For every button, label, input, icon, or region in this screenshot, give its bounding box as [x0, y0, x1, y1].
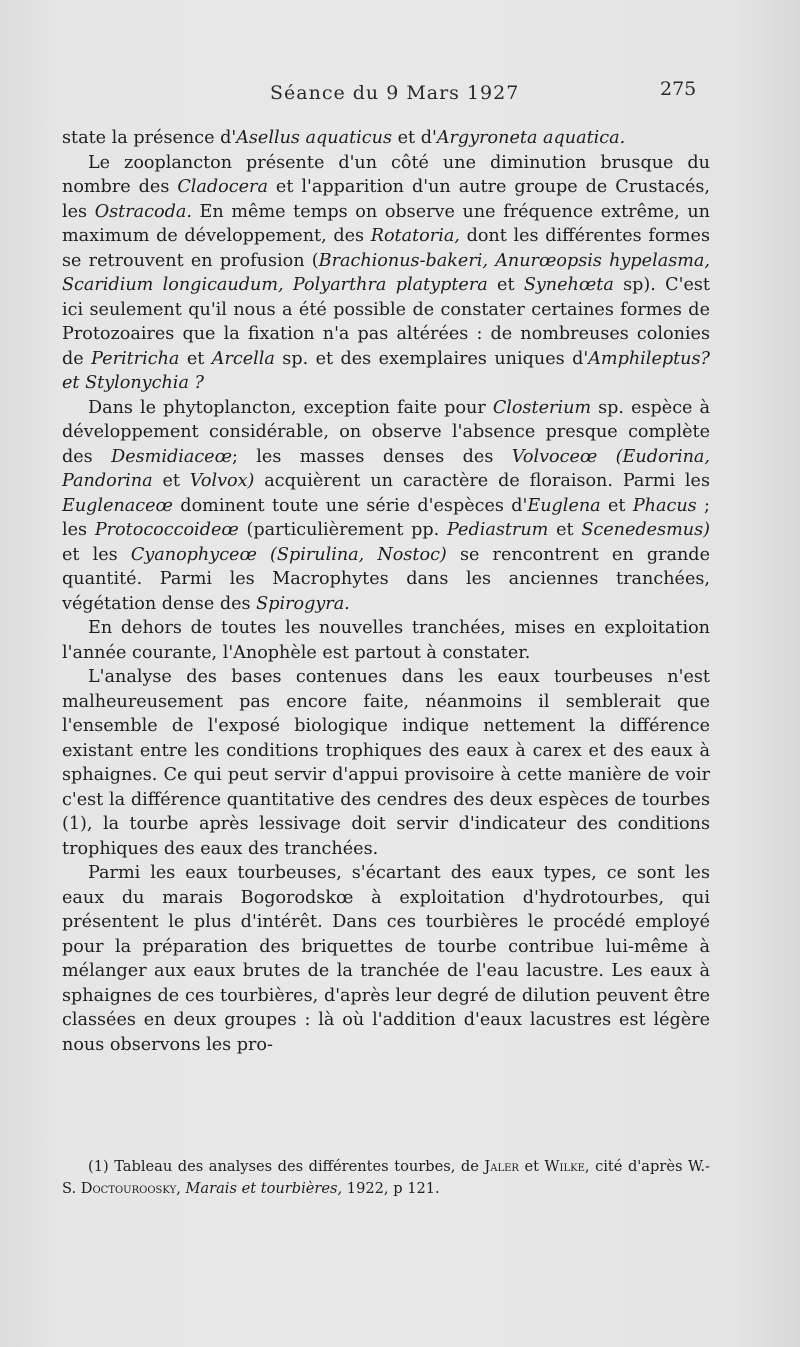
italic-text: Protococcoideœ — [94, 520, 239, 540]
italic-text: Volvox) — [189, 471, 255, 491]
italic-text: Closterium — [492, 397, 592, 418]
text-run: acquièrent un caractère de floraison. Parmi les — [254, 471, 711, 491]
body-text — [62, 126, 710, 1057]
footnote — [62, 1156, 710, 1200]
paragraph — [62, 126, 710, 151]
text-run: et — [179, 348, 212, 369]
italic-text: Scenedesmus) — [581, 520, 710, 540]
italic-text: Argyroneta aquatica. — [436, 128, 626, 148]
italic-text: Brachionus-bakeri, Anurœopsis hypelasma, Scaridium longicaudum, Polyarthra platyptera — [62, 250, 710, 295]
paragraph — [62, 665, 710, 861]
text-run: state la présence d' — [62, 128, 237, 148]
running-title: Séance du 9 Mars 1927 — [270, 82, 520, 104]
italic-text: Rotatoria, — [370, 226, 460, 246]
text-run: et d' — [392, 128, 437, 148]
text-run: sp). C'est ici seulement qu'il nous a été possible de constater certaines formes de Protozoaires que la fixation n'a pas altérées : de nombreuses colonies de — [62, 275, 710, 369]
text-run: sp. et des exemplaires uniques d' — [274, 348, 589, 369]
text-run: et — [152, 471, 190, 491]
text-run: (particulièrement pp. — [238, 520, 447, 540]
italic-text: Synehœta — [523, 275, 614, 295]
text-run: et — [600, 495, 633, 516]
running-head — [0, 78, 800, 108]
text-run: Parmi les eaux tourbeuses, s'écartant des eaux types, ce sont les eaux du marais Bogorodskœ à exploitation d'hydrotourbes, qui présentent le plus d'intérêt. Dans ces tourbières le procédé employé pour la préparation des briquettes de tourbe contribue lui-même à mélanger aux eaux brutes de la tranchée de l'eau lacustre. Les eaux à sphaignes de ces tourbières, d'après leur degré de dilution peuvent être classées en deux groupes : là où l'addition d'eaux lacustres est légère nous observons les pro- — [62, 863, 710, 1055]
italic-text: Pediastrum — [446, 520, 549, 540]
italic-text: Desmidiaceœ — [111, 446, 232, 467]
footnotes — [62, 1156, 710, 1200]
text-run: ; les — [62, 495, 710, 540]
text-run: En dehors de toutes les nouvelles tranchées, mises en exploitation l'année courante, l'Anophèle est partout à constater. — [62, 618, 710, 663]
text-run: dont les différentes formes se retrouvent en profusion ( — [62, 226, 710, 271]
author-name: Wilke — [544, 1158, 585, 1175]
text-run: sp. espèce à développement considérable, on observe l'absence presque complète des — [62, 397, 710, 467]
italic-text: Ostracoda. — [94, 201, 192, 222]
author-name: Doctouroosky — [80, 1180, 177, 1197]
text-run: (1) Tableau des analyses des différentes tourbes, de — [88, 1158, 485, 1175]
italic-text: Arcella — [211, 348, 275, 369]
text-run: , — [176, 1180, 186, 1197]
italic-text: Amphileptus? et Stylonychia ? — [62, 348, 710, 393]
paragraph — [62, 861, 710, 1057]
page-number: 275 — [660, 78, 697, 100]
text-run: ; les masses denses des — [232, 446, 512, 467]
text-run: et — [518, 1158, 545, 1175]
text-run: En même temps on observe une fréquence extrême, un maximum de développement, des — [62, 201, 710, 246]
paragraph — [62, 396, 710, 617]
italic-text: Asellus aquaticus — [236, 128, 393, 148]
text-run: , cité d'après W.-S. — [62, 1158, 710, 1197]
italic-text: Cyanophyceœ (Spirulina, Nostoc) — [130, 544, 447, 565]
text-run: et — [548, 520, 582, 540]
author-name: Jaler — [484, 1158, 519, 1175]
italic-text: Marais et tourbières, — [185, 1180, 343, 1197]
text-run: dominent toute une série d'espèces d' — [172, 495, 528, 516]
text-run: Dans le phytoplancton, exception faite pour — [88, 397, 493, 418]
italic-text: Spirogyra. — [256, 593, 350, 614]
italic-text: Volvoceœ (Eudorina, Pandorina — [62, 446, 710, 491]
text-run: Le zooplancton présente d'un côté une diminution brusque du nombre des — [62, 152, 710, 197]
text-run: se rencontrent en grande quantité. Parmi les Macrophytes dans les anciennes tranchées, végétation dense des — [62, 544, 710, 614]
paragraph — [62, 616, 710, 665]
italic-text: Phacus — [632, 495, 697, 516]
paragraph — [62, 151, 710, 396]
text-run: et les — [62, 544, 131, 565]
text-run: et — [487, 275, 524, 295]
italic-text: Peritricha — [91, 348, 180, 369]
italic-text: Euglenaceœ — [62, 495, 173, 516]
text-run: et l'apparition d'un autre groupe de Crustacés, les — [62, 177, 710, 222]
text-run: L'analyse des bases contenues dans les eaux tourbeuses n'est malheureusement pas encore faite, néanmoins il semblerait que l'ensemble de l'exposé biologique indique nettement la différence existant entre les conditions trophiques des eaux à carex et des eaux à sphaignes. Ce qui peut servir d'appui provisoire à cette manière de voir c'est la différence quantitative des cendres des deux espèces de tourbes (1), la tourbe après lessivage doit servir d'indicateur des conditions trophiques des eaux des tranchées. — [62, 667, 710, 859]
italic-text: Cladocera — [177, 177, 268, 197]
text-run: 1922, p 121. — [342, 1180, 440, 1197]
italic-text: Euglena — [527, 495, 601, 516]
